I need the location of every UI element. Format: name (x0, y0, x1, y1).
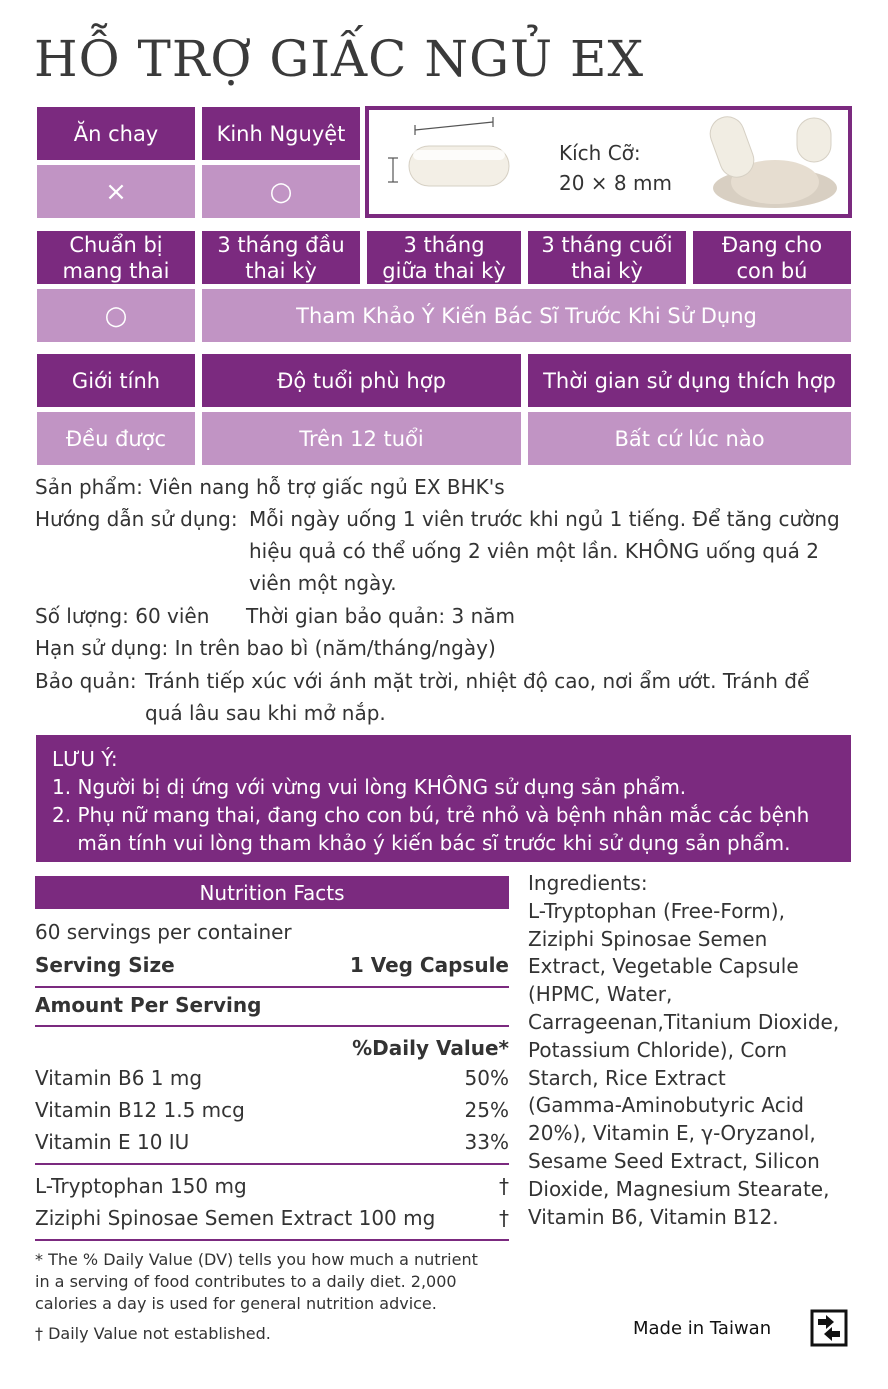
pregnancy-header-second (367, 231, 521, 284)
dv-footnote: * The % Daily Value (DV) tells you how much a nutrient in a serving of food contributes to a daily diet. 2,000 calories a day is used for general nutrition advice. (35, 1250, 478, 1313)
menstrual-value: ○ (202, 165, 360, 218)
pregnancy-header-third (528, 231, 686, 284)
nutrient-row: L-Tryptophan 150 mg † (35, 1174, 509, 1198)
pregnancy-header-second-label: 3 tháng giữa thai kỳ (382, 232, 506, 283)
usage-label: Hướng dẫn sử dụng: (35, 507, 238, 531)
warning-heading: LƯU Ý: (52, 747, 118, 771)
expiry: Hạn sử dụng: In trên bao bì (năm/tháng/ngày) (35, 636, 496, 660)
amount-per-serving: Amount Per Serving (35, 993, 262, 1017)
product-name: Sản phẩm: Viên nang hỗ trợ giấc ngủ EX BHK's (35, 475, 505, 499)
capsule-illustration (375, 110, 535, 214)
vegan-value: × (37, 165, 195, 218)
page-title: HỖ TRỢ GIẤC NGỦ EX (34, 30, 645, 88)
recycle-icon (810, 1309, 848, 1347)
pregnancy-header-prep-label: Chuẩn bị mang thai (62, 232, 170, 283)
capsule-size-box (365, 106, 852, 218)
pregnancy-header-first (202, 231, 360, 284)
gender-value: Đều được (37, 412, 195, 465)
warning-line: mãn tính vui lòng tham khảo ý kiến bác sĩ trước khi sử dụng sản phẩm. (52, 831, 791, 855)
divider (35, 1025, 509, 1027)
pregnancy-header-first-label: 3 tháng đầu thai kỳ (217, 232, 345, 283)
usage-line: hiệu quả có thể uống 2 viên một lần. KHÔNG uống quá 2 (249, 539, 819, 563)
quantity: Số lượng: 60 viên (35, 604, 210, 628)
warning-line: 2. Phụ nữ mang thai, đang cho con bú, trẻ nhỏ và bệnh nhân mắc các bệnh (52, 803, 810, 827)
divider (35, 986, 509, 988)
pregnancy-header-prep (37, 231, 195, 284)
capsule-size-text (559, 138, 672, 198)
warning-line: 1. Người bị dị ứng với vừng vui lòng KHÔNG sử dụng sản phẩm. (52, 775, 687, 799)
time-value: Bất cứ lúc nào (528, 412, 851, 465)
capsule-powder-illustration (685, 110, 850, 214)
consult-note: Tham Khảo Ý Kiến Bác Sĩ Trước Khi Sử Dụng (202, 289, 851, 342)
storage-label: Bảo quản: (35, 669, 137, 693)
nutrition-heading: Nutrition Facts (35, 876, 509, 909)
age-header: Độ tuổi phù hợp (202, 354, 521, 407)
nutrient-row: Ziziphi Spinosae Semen Extract 100 mg † (35, 1206, 509, 1230)
ingredients-list: Ingredients: L-Tryptophan (Free-Form), Ziziphi Spinosae Semen Extract, Vegetable Capsule (HPMC, Water, Carrageenan,Titanium Dioxide, Potassium Chloride), Corn Starch, Rice Extract (Gamma-Aminobutyric Acid 20%), Vitamin E, γ-Oryzanol, Sesame Seed Extract, Silicon Dioxide, Magnesium Stearate, Vitamin B6, Vitamin B12. (528, 871, 840, 1229)
serving-size-value: 1 Veg Capsule (349, 953, 509, 977)
storage-line: quá lâu sau khi mở nắp. (145, 701, 386, 725)
made-in-label: Made in Taiwan (633, 1318, 772, 1339)
shelf-life: Thời gian bảo quản: 3 năm (246, 604, 516, 628)
vegan-header: Ăn chay (37, 107, 195, 160)
nutrient-row: Vitamin B6 1 mg 50% (35, 1066, 509, 1090)
storage-line: Tránh tiếp xúc với ánh mặt trời, nhiệt độ cao, nơi ẩm ướt. Tránh để (145, 669, 810, 693)
pregnancy-header-breastfeeding (693, 231, 851, 284)
size-value: 20 × 8 mm (559, 171, 672, 195)
nutrient-row: Vitamin E 10 IU 33% (35, 1130, 509, 1154)
divider (35, 1239, 509, 1241)
time-header: Thời gian sử dụng thích hợp (528, 354, 851, 407)
pregnancy-header-breastfeeding-label: Đang cho con bú (721, 232, 823, 283)
nutrient-row: Vitamin B12 1.5 mcg 25% (35, 1098, 509, 1122)
age-value: Trên 12 tuổi (202, 412, 521, 465)
prep-value: ○ (37, 289, 195, 342)
usage-line: viên một ngày. (249, 571, 397, 595)
size-label: Kích Cỡ: (559, 141, 641, 165)
gender-header: Giới tính (37, 354, 195, 407)
warning-note (36, 735, 851, 862)
serving-size-label: Serving Size (35, 953, 175, 977)
menstrual-header: Kinh Nguyệt (202, 107, 360, 160)
pregnancy-header-third-label: 3 tháng cuối thai kỳ (541, 232, 673, 283)
usage-line: Mỗi ngày uống 1 viên trước khi ngủ 1 tiếng. Để tăng cường (249, 507, 840, 531)
servings-per-container: 60 servings per container (35, 920, 292, 944)
divider (35, 1163, 509, 1165)
serving-size-row (35, 953, 509, 977)
dagger-note: † Daily Value not established. (35, 1324, 271, 1343)
